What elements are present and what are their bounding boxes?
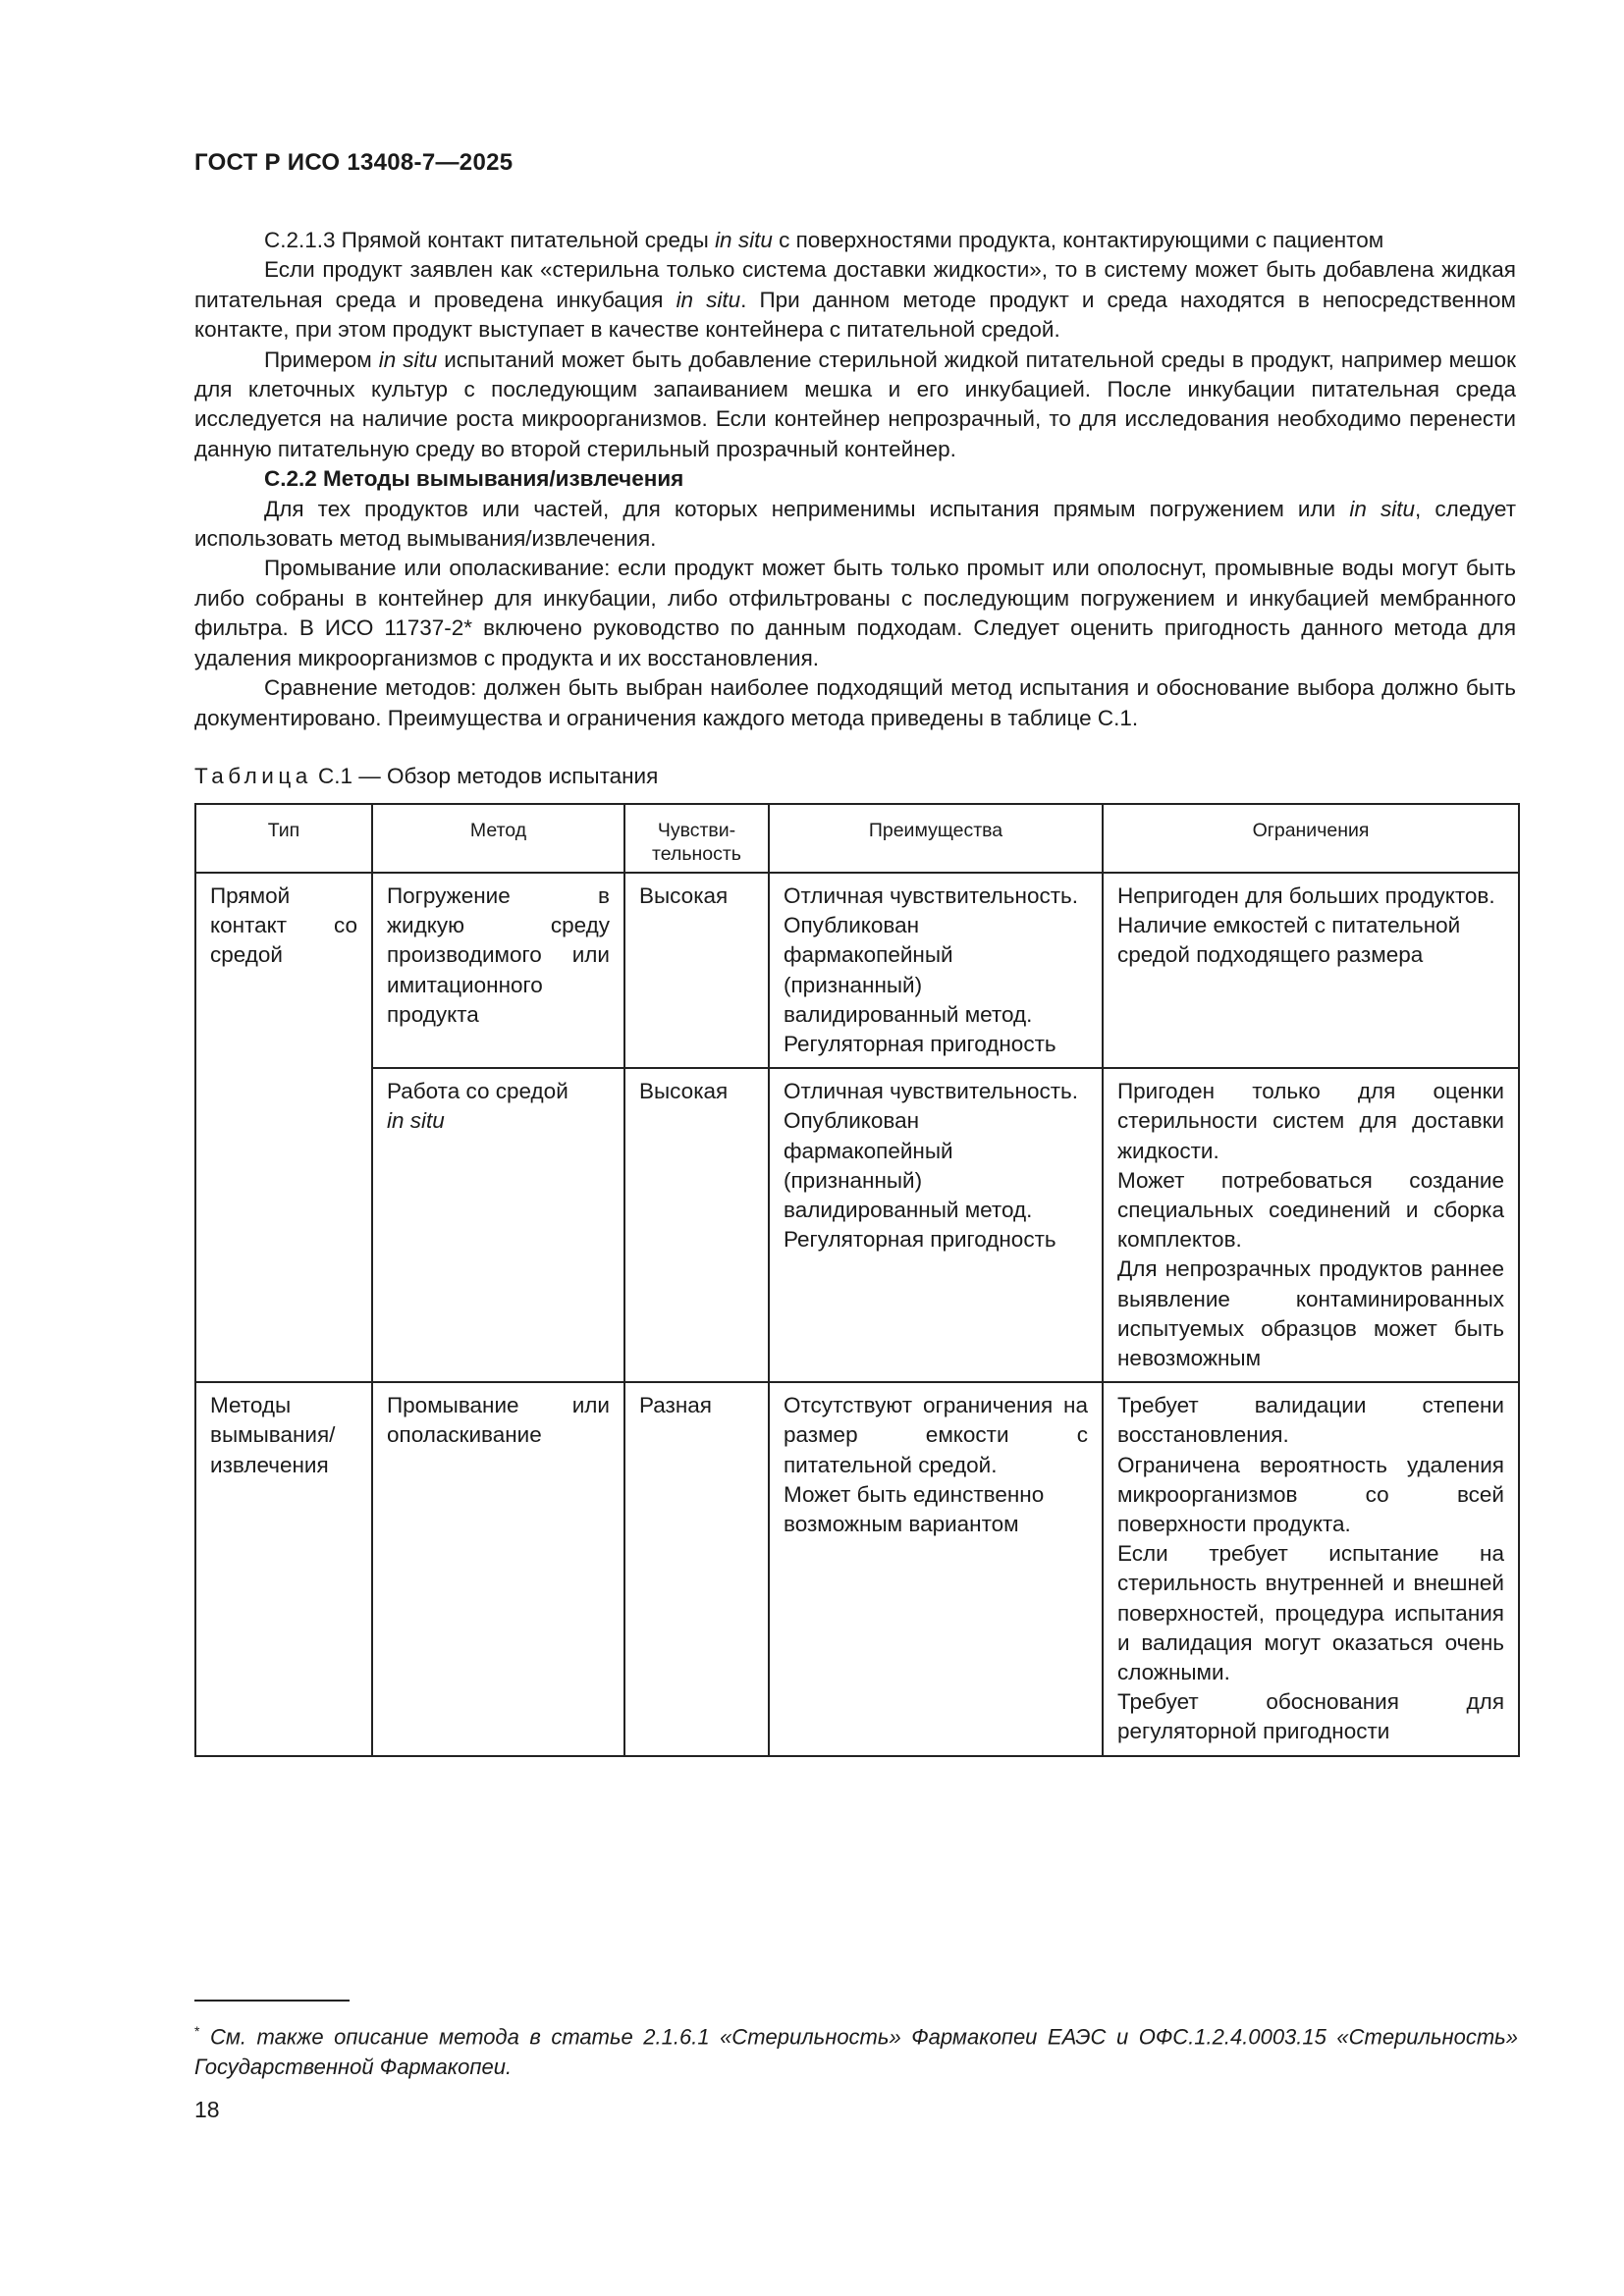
advantage-item: Отсутствуют ограничения на размер емкости с питательной средой. (784, 1393, 1088, 1477)
body-text (194, 226, 1516, 733)
p1-italic: in situ (715, 228, 773, 252)
cell-limitations (1103, 873, 1519, 1068)
cell-method: Промывание или ополаскивание (372, 1382, 624, 1755)
cell-method (372, 1068, 624, 1382)
p5-b: , следует использовать метод вымывания/извлечения. (194, 496, 1516, 552)
header-advantages: Преимущества (769, 804, 1103, 873)
p3-a: Примером (264, 347, 379, 372)
p2-b: . При данном методе продукт и среда находятся в непосредственном контакте, при этом продукт выступает в качестве контейнера с питательной средой. (194, 287, 1516, 343)
paragraph-c213 (194, 226, 1516, 255)
advantage-item: Отличная чувствительность. (784, 1079, 1078, 1104)
p5-italic: in situ (1349, 496, 1416, 521)
cell-method: Погружение в жидкую среду производимого или имитационного продукта (372, 873, 624, 1068)
header-type: Тип (195, 804, 372, 873)
advantage-item: Отличная чувствительность. (784, 883, 1078, 908)
paragraph-fluid-path (194, 255, 1516, 345)
p3-italic: in situ (378, 347, 438, 372)
cell-sensitivity: Высокая (624, 1068, 769, 1382)
p2-italic: in situ (676, 287, 741, 312)
table-header-row (195, 804, 1519, 873)
cell-advantages (769, 1382, 1103, 1755)
table-caption-label: Таблица (194, 764, 312, 788)
section-heading-c22: С.2.2 Методы вымывания/извлечения (264, 466, 684, 492)
method-italic: in situ (387, 1108, 445, 1134)
cell-advantages (769, 1068, 1103, 1382)
limitation-item: Наличие емкостей с питательной средой подходящего размера (1117, 913, 1461, 968)
advantage-item: Опубликован фармакопейный (признанный) валидированный метод. (784, 913, 1033, 1027)
limitation-item: Если требует испытание на стерильность внутренней и внешней поверхностей, процедура испытания и валидация могут оказаться очень сложными. (1117, 1541, 1504, 1685)
cell-limitations (1103, 1382, 1519, 1755)
limitation-item: Требует обоснования для регуляторной пригодности (1117, 1689, 1504, 1744)
limitation-item: Может потребоваться создание специальных соединений и сборка комплектов. (1117, 1167, 1504, 1253)
advantage-item: Регуляторная пригодность (784, 1227, 1056, 1253)
cell-sensitivity: Высокая (624, 873, 769, 1068)
table-caption (194, 764, 658, 789)
paragraph-comparison: Сравнение методов: должен быть выбран наиболее подходящий метод испытания и обоснование выбора должно быть документировано. Преимущества и ограничения каждого метода приведены в таблице С.1. (194, 675, 1516, 730)
header-method: Метод (372, 804, 624, 873)
cell-limitations (1103, 1068, 1519, 1382)
header-sensitivity-line2: тельность (652, 843, 741, 865)
table-caption-text: С.1 — Обзор методов испытания (311, 764, 659, 788)
footnote-text: См. также описание метода в статье 2.1.6.1 «Стерильность» Фармакопеи ЕАЭС и ОФС.1.2.4.0003.15 «Стерильность» Государственной Фармакопеи. (194, 2024, 1518, 2080)
advantage-item: Опубликован фармакопейный (признанный) валидированный метод. (784, 1108, 1033, 1223)
paragraph-example (194, 346, 1516, 465)
paragraph-applicability (194, 495, 1516, 555)
p2-a: Если продукт заявлен как «стерильна только система доставки жидкости», то в систему может быть добавлена жидкая питательная среда и проведена инкубация (194, 257, 1516, 312)
limitation-item: Требует валидации степени восстановления. (1117, 1393, 1504, 1448)
p1-lead: С.2.1.3 Прямой контакт питательной среды (264, 228, 716, 252)
cell-advantages (769, 873, 1103, 1068)
cell-type: Прямой контакт со средой (195, 873, 372, 1068)
advantage-item: Может быть единственно возможным вариантом (784, 1481, 1045, 1537)
cell-sensitivity: Разная (624, 1382, 769, 1755)
advantage-item: Регуляторная пригодность (784, 1032, 1056, 1057)
cell-type: Методы вымывания/извлечения (195, 1382, 372, 1755)
footnote-marker: * (194, 2023, 200, 2039)
table-row (195, 873, 1519, 1068)
table-row (195, 1382, 1519, 1755)
p3-b: испытаний может быть добавление стерильной жидкой питательной среды в продукт, например мешок для клеточных культур с последующим запаиванием мешка и его инкубацией. После инкубации питательная среда исследуется на наличие роста микроорганизмов. Если контейнер непрозрачный, то для исследования необходимо перенести данную питательную среду во второй стерильный прозрачный контейнер. (194, 347, 1516, 461)
footnote (194, 2016, 1518, 2082)
method-text: Работа со средой (387, 1079, 568, 1104)
header-limitations: Ограничения (1103, 804, 1519, 873)
limitation-item: Для непрозрачных продуктов раннее выявление контаминированных испытуемых образцов может быть невозможным (1117, 1256, 1504, 1371)
cell-type-merged (195, 1068, 372, 1382)
paragraph-rinsing: Промывание или ополаскивание: если продукт может быть только промыт или ополоснут, промывные воды могут быть либо собраны в контейнер для инкубации, либо отфильтрованы с последующим погружением и инкубацией мембранного фильтра. В ИСО 11737-2* включено руководство по данным подходам. Следует оценить пригодность данного метода для удаления микроорганизмов с продукта и их восстановления. (194, 556, 1516, 670)
page-number: 18 (194, 2097, 220, 2122)
limitation-item: Пригоден только для оценки стерильности систем для доставки жидкости. (1117, 1079, 1504, 1163)
header-sensitivity (624, 804, 769, 873)
methods-table (194, 803, 1520, 1757)
limitation-item: Ограничена вероятность удаления микроорганизмов со всей поверхности продукта. (1117, 1452, 1504, 1537)
limitation-item: Непригоден для больших продуктов. (1117, 883, 1495, 908)
p5-a: Для тех продуктов или частей, для которых неприменимы испытания прямым погружением или (264, 496, 1350, 521)
footnote-separator (194, 2000, 350, 2002)
document-header: ГОСТ Р ИСО 13408-7—2025 (194, 149, 514, 176)
table-row (195, 1068, 1519, 1382)
p1-tail: с поверхностями продукта, контактирующими с пациентом (772, 228, 1384, 252)
header-sensitivity-line1: Чувстви- (657, 820, 736, 841)
